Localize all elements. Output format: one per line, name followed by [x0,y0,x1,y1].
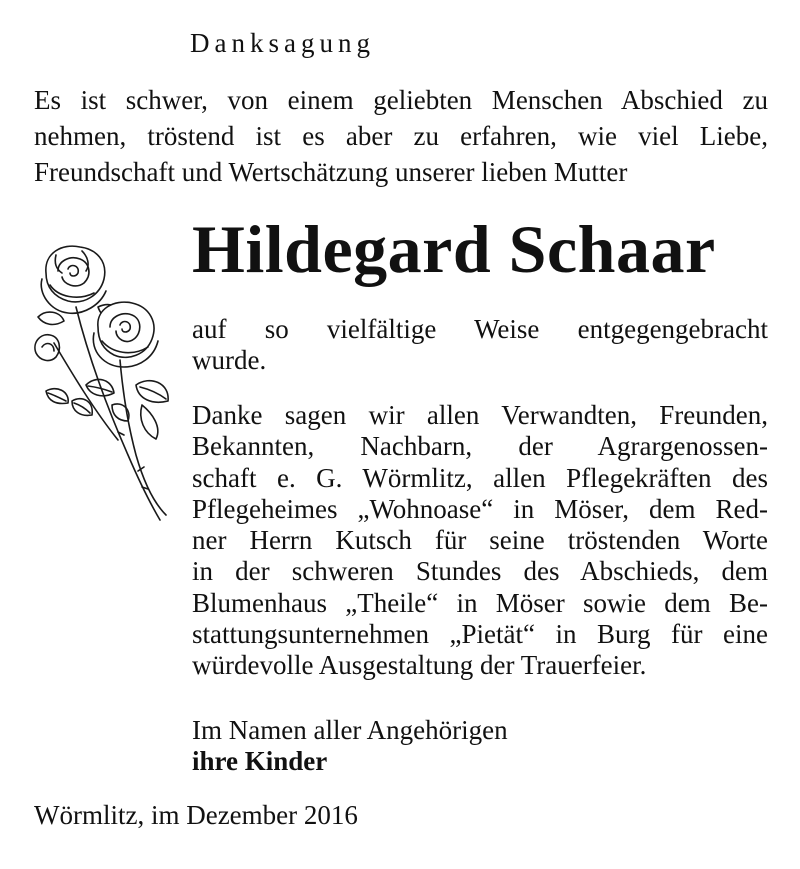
closing-block [192,715,768,778]
text-line: Danke sagen wir allen Verwandten, Freunden, [192,400,768,430]
paragraph-thanks-intro [192,314,768,377]
text-line: in der schweren Stundes des Abschieds, dem [192,556,768,587]
text-line: würdevolle Ausgestaltung der Trauerfeier. [192,650,647,681]
text-line: Pflegeheimes „Wohnoase“ in Möser, dem Red- [192,493,768,524]
intro-line: nehmen, tröstend ist es aber zu erfahren, wie viel Liebe, [34,121,768,151]
intro-line: Freundschaft und Wertschätzung unserer lieben Mutter [34,157,628,187]
intro-paragraph [34,82,768,190]
intro-line: Es ist schwer, von einem geliebten Menschen Abschied zu [34,85,768,115]
text-line: Blumenhaus „Theile“ in Möser sowie dem Be- [192,587,768,618]
text-line: ner Herrn Kutsch für seine tröstenden Worte [192,525,768,556]
text-line: schaft e. G. Wörmlitz, allen Pflegekräften des [192,462,768,493]
signature: ihre Kinder [192,746,328,777]
paragraph-thanks [192,400,768,682]
rose-icon [28,235,178,530]
text-line: stattungsunternehmen „Pietät“ in Burg für eine [192,619,768,650]
text-line: wurde. [192,345,267,376]
text-line: auf so vielfältige Weise entgegengebracht [192,314,768,344]
text-line: Bekannten, Nachbarn, der Agrargenossen- [192,431,768,462]
deceased-name: Hildegard Schaar [192,211,716,287]
closing-text: Im Namen aller Angehörigen [192,715,508,745]
heading: Danksagung [190,28,375,58]
place-date: Wörmlitz, im Dezember 2016 [34,800,358,830]
